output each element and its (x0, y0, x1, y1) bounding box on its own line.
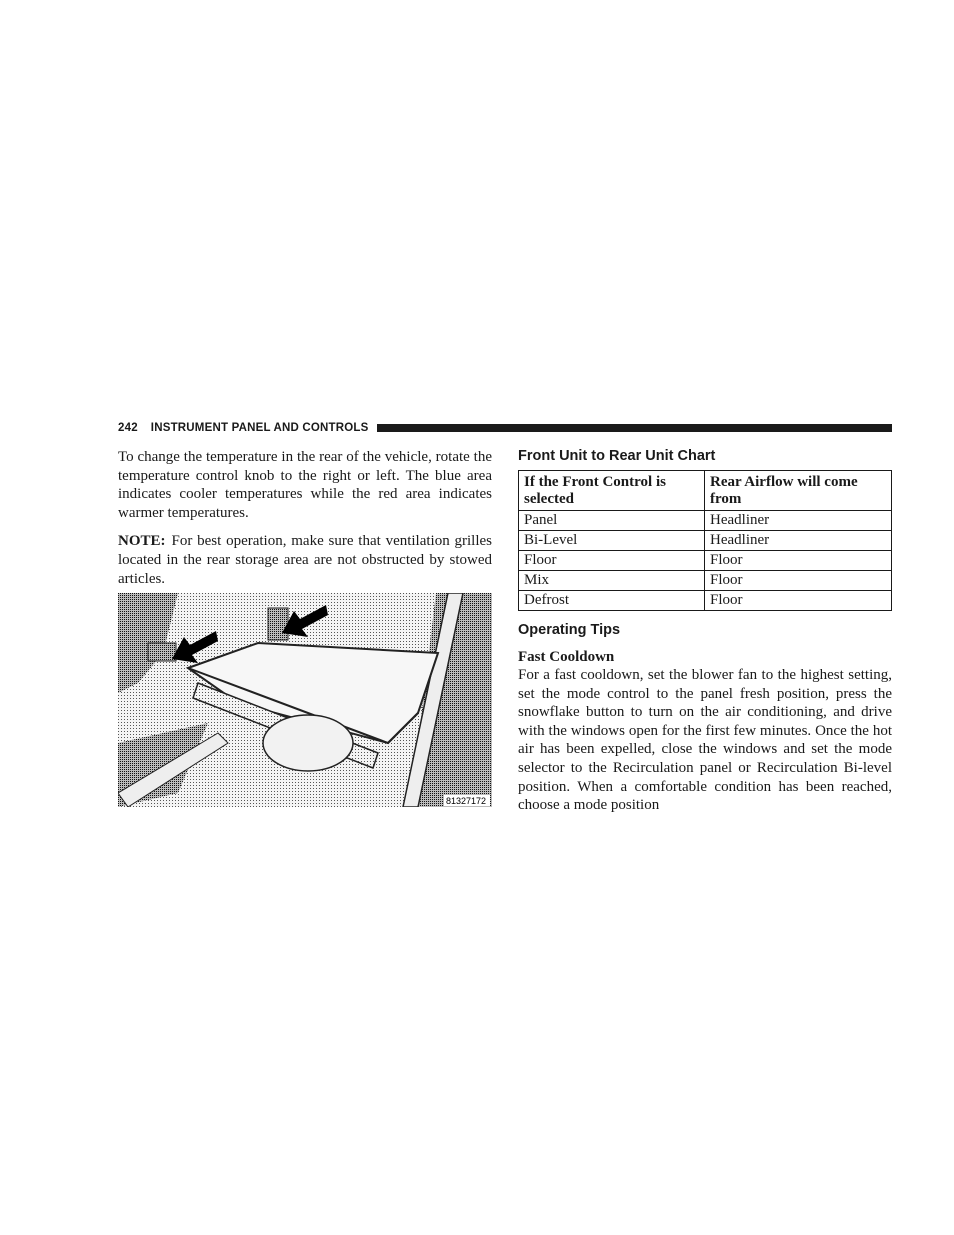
chart-heading: Front Unit to Rear Unit Chart (518, 448, 716, 464)
rear-storage-figure (118, 593, 492, 807)
table-row (519, 531, 892, 551)
page-number: 242 (118, 422, 138, 434)
column-header: Rear Airflow will come from (705, 471, 892, 511)
rear-storage-illustration (118, 593, 492, 807)
tips-heading: Operating Tips (518, 622, 621, 638)
table-cell: Floor (519, 551, 705, 571)
table-cell: Defrost (519, 591, 705, 611)
table-row (519, 511, 892, 531)
table-header-row (519, 471, 892, 511)
table-row (519, 571, 892, 591)
airflow-table (518, 470, 892, 611)
column-header: If the Front Control is selected (519, 471, 705, 511)
note-label: NOTE: (118, 533, 166, 550)
cooldown-paragraph: For a fast cooldown, set the blower fan to the highest setting, set the mode control to the panel fresh position, press the snowflake button to turn on the air conditioning, and drive with the windows open for the first few minutes. Once the hot air has been expelled, close the windows and set the mode selector to the Recirculation panel or Recirculation Bi-level position. When a comfortable condition has been reached, choose a mode position (518, 667, 892, 814)
note-paragraph (118, 532, 492, 588)
page-header (118, 420, 892, 436)
figure-code: 81327172 (446, 796, 487, 806)
table-cell: Floor (705, 551, 892, 571)
table-cell: Headliner (705, 511, 892, 531)
table-cell: Floor (705, 571, 892, 591)
table-row (519, 591, 892, 611)
table-cell: Panel (519, 511, 705, 531)
left-column (118, 448, 492, 588)
table-cell: Headliner (705, 531, 892, 551)
temperature-paragraph: To change the temperature in the rear of the vehicle, rotate the temperature control knob to the right or left. The blue area indicates cooler temperatures while the red area indicates warmer temperatures. (118, 449, 492, 521)
table-cell: Bi-Level (519, 531, 705, 551)
header-rule (377, 424, 893, 432)
table-row (519, 551, 892, 571)
right-column (518, 448, 892, 815)
note-text: For best operation, make sure that ventilation grilles located in the rear storage area are not obstructed by stowed articles. (118, 533, 492, 587)
table-cell: Mix (519, 571, 705, 591)
section-title: INSTRUMENT PANEL AND CONTROLS (150, 422, 369, 434)
table-cell: Floor (705, 591, 892, 611)
cooldown-heading: Fast Cooldown (518, 649, 615, 665)
